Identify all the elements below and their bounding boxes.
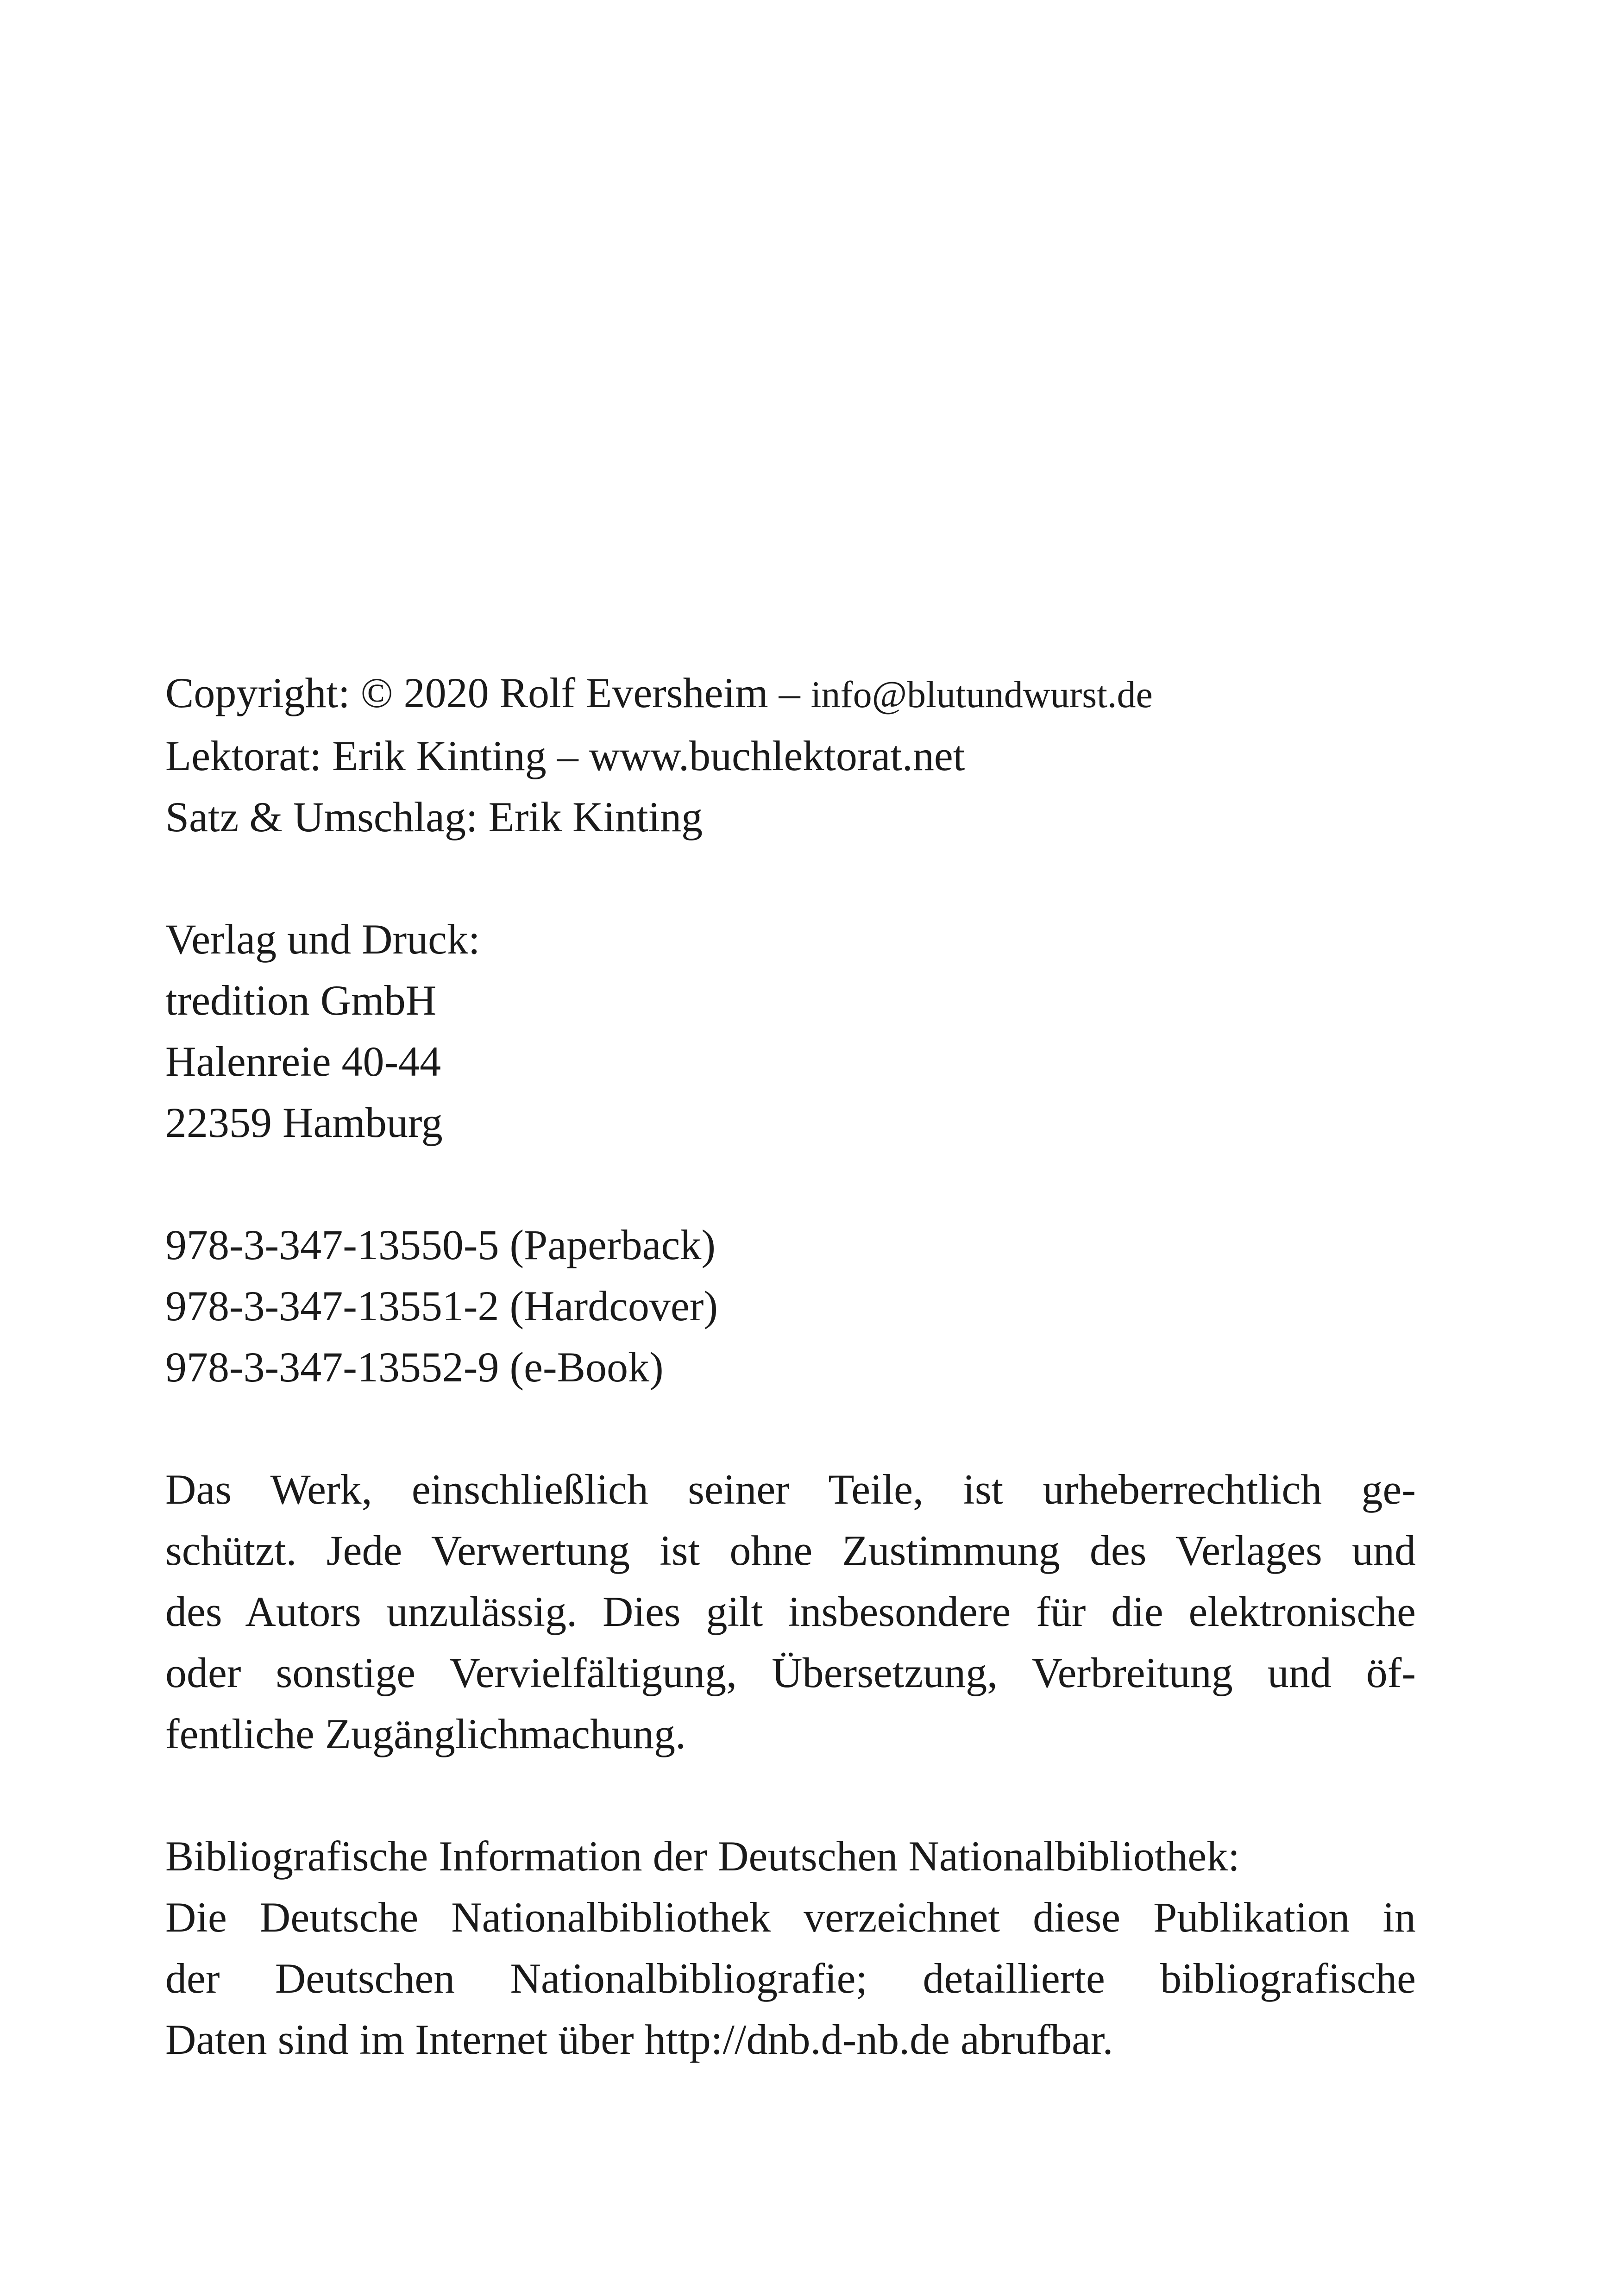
- rights-paragraph: [165, 1459, 1416, 1764]
- copyright-line: [165, 662, 1416, 725]
- isbn-hardcover: 978-3-347-13551-2 (Hardcover): [165, 1282, 718, 1330]
- isbn-ebook: 978-3-347-13552-9 (e-Book): [165, 1343, 664, 1391]
- bibliography-heading: Bibliografische Information der Deutschen Nationalbibliothek:: [165, 1832, 1240, 1880]
- publisher-heading: Verlag und Druck:: [165, 916, 480, 963]
- satz-line: Satz & Umschlag: Erik Kinting: [165, 793, 703, 841]
- isbn-paperback: 978-3-347-13550-5 (Paperback): [165, 1221, 716, 1268]
- publisher-name: tredition GmbH: [165, 977, 437, 1024]
- rights-line: Das Werk, einschließlich seiner Teile, ist urheberrechtlich ge-: [165, 1466, 1416, 1513]
- rights-line: schützt. Jede Verwertung ist ohne Zustimmung des Verlages und: [165, 1527, 1416, 1574]
- rights-line: des Autors unzulässig. Dies gilt insbesondere für die elektronische: [165, 1588, 1416, 1635]
- copyright-email: info@blutundwurst.de: [810, 673, 1153, 715]
- spacer: [165, 1153, 1416, 1214]
- rights-line: oder sonstige Vervielfältigung, Übersetzung, Verbreitung und öf-: [165, 1649, 1416, 1696]
- rights-line: fentliche Zugänglichmachung.: [165, 1710, 686, 1757]
- lektorat-line: Lektorat: Erik Kinting – www.buchlektorat.net: [165, 732, 965, 779]
- bibliography-line: Die Deutsche Nationalbibliothek verzeichnet diese Publikation in: [165, 1894, 1416, 1941]
- imprint-page: [165, 662, 1416, 2070]
- spacer: [165, 1764, 1416, 1826]
- bibliography-paragraph: [165, 1887, 1416, 2070]
- publisher-city: 22359 Hamburg: [165, 1099, 443, 1146]
- copyright-text: Copyright: © 2020 Rolf Eversheim –: [165, 669, 811, 716]
- spacer: [165, 847, 1416, 909]
- bibliography-line: Daten sind im Internet über http://dnb.d-nb.de abrufbar.: [165, 2016, 1113, 2063]
- publisher-street: Halenreie 40-44: [165, 1038, 441, 1085]
- bibliography-line: der Deutschen Nationalbibliografie; detaillierte bibliografische: [165, 1955, 1416, 2002]
- spacer: [165, 1398, 1416, 1459]
